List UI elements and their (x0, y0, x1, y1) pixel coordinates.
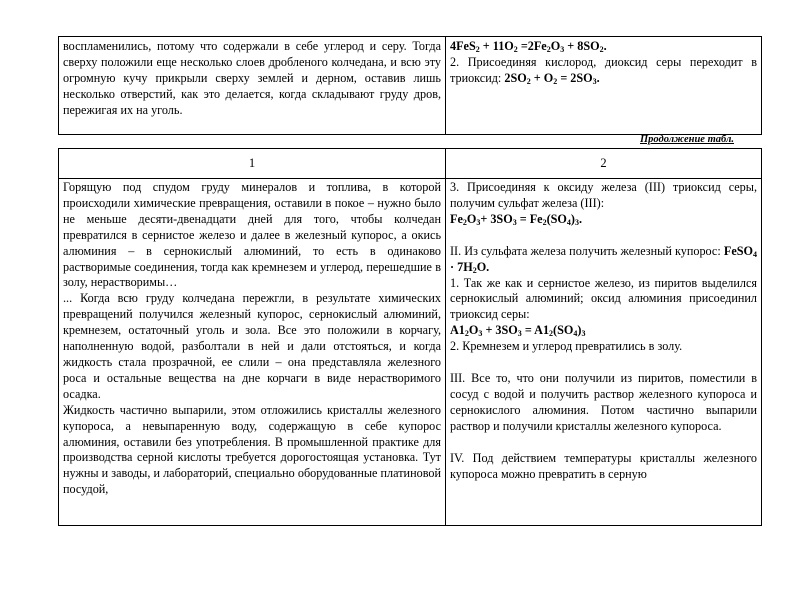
top-left-text: воспламенились, потому что содержали в себе углерод и серу. Тогда сверху положили еще несколько слоев дробленого колчедана, и всю эту огромную кучу прикрыли сверху землей и дерном, оставив лишь несколько отверстий, как это делается, когда складывают груду дров, пережигая их на уголь. (63, 39, 441, 117)
reaction-formula-1: $4FeS_2 + 11O_2 =2Fe_2O_3 + 8SO_2$. (450, 39, 607, 54)
right-text-block: $A1_2O_3 + 3SO_3 = A1_2(SO_4)_3$ (450, 323, 586, 339)
right-text-block: III. Все то, что они получили из пиритов, поместили в сосуд с водой и получить раствор железного купороса и сернокислого алюминия. Потом частично выпарили раствор и получили кристаллы железного купороса. (450, 371, 757, 433)
step-2-text: 2. Присоединяя кислород, диоксид серы переходит в триоксид: $2SO_2 + O_2 = 2SO_3$. (450, 54, 757, 86)
right-text-block: 3. Присоединяя к оксиду железа (III) триоксид серы, получим сульфат железа (III): (450, 180, 757, 210)
left-paragraph: Жидкость частично выпарили, этом отложились кристаллы железного купороса, а невыпаренную воду, содержащую в себе купорос алюминия, оставили без употребления. В промышленной практике для производства серной кислоты требуется дорогостоящая установка. Тут нужны и заводы, и лабораторий, специально оборудованные платиновой посудой, (63, 402, 441, 497)
spacer (450, 228, 757, 244)
top-table (58, 36, 762, 135)
left-column-cell (59, 178, 446, 525)
right-text-block: 1. Так же как и сернистое железо, из пиритов выделился сернокислый алюминий; оксид алюминия присоединил триоксид серы: (450, 275, 757, 322)
continuation-label: Продолжение табл. (640, 134, 734, 145)
right-column-cell (446, 178, 761, 525)
spacer (450, 355, 757, 371)
left-paragraph: ... Когда всю груду колчедана пережгли, в результате химических превращений получился железный купорос, сернокислый алюминий, кремнезем, остаточный уголь и зола. Все это положили в корчагу, наполненную водой, разболтали в ней и дали отстояться, и когда жидкость стала прозрачной, ее слили – она представляла железного роса и остальные вещества на дне корчаги в виде нерастворимого осадка. (63, 291, 441, 401)
column-header-1: 1 (59, 149, 446, 178)
right-text-block: II. Из сульфата железа получить железный купорос: FeSO$_4$ · $7H_2O$. (450, 243, 757, 275)
right-text-block: 2. Кремнезем и углерод превратились в золу. (450, 339, 683, 354)
spacer (450, 435, 757, 451)
left-paragraph: Горящую под спудом груду минералов и топлива, в которой происходили химические превращения, оставили в покое – нужно было не меньше десяти-двенадцати дней для того, чтобы колчедан превратился в сернистое железо и далее в железный купорос, а окись алюминия – в сернокислый алюминий, то есть в одинаково растворимые соединения, тогда как кремнезем и углерод, перешедшие в золу, нерастворимы… (63, 180, 441, 290)
right-text-block: $Fe_2O_3+ 3SO_3 = Fe_2(SO_4)_3$. (450, 211, 583, 227)
table-header-row (59, 149, 761, 179)
continued-table (58, 148, 762, 526)
right-text-block: IV. Под действием температуры кристаллы железного купороса можно превратить в серную (450, 450, 757, 481)
top-right-cell (446, 37, 761, 134)
top-left-cell (59, 37, 446, 134)
column-header-2: 2 (600, 156, 607, 170)
